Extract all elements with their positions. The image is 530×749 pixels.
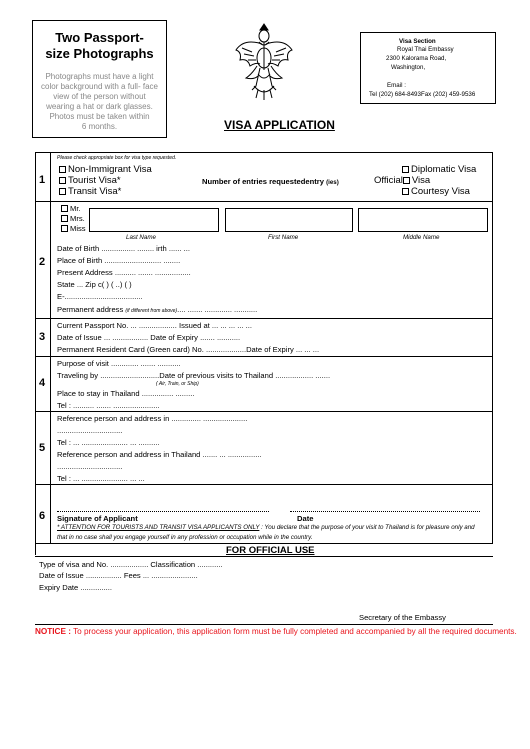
attention-text: : You declare that the purpose of your visit to Thailand is for pleasure only and (259, 524, 475, 531)
photo-title-line2: size Photographs (45, 46, 154, 61)
photo-note-6: 6 months. (81, 122, 118, 131)
section5-number: 5 (39, 442, 46, 454)
visa-section-phone: Tel (202) 684-8493Fax (202) 459-9536 (369, 91, 476, 98)
title-miss[interactable] (61, 225, 86, 233)
official-secretary: Secretary of the Embassy (359, 613, 446, 622)
official-expiry: Expiry Date ............... (39, 583, 113, 592)
permanent-address-field[interactable] (57, 306, 257, 314)
form-title: VISA APPLICATION (224, 118, 335, 132)
option-tourist[interactable] (59, 176, 121, 186)
official-visa-type: Type of visa and No. .................. Classification ............ (39, 560, 223, 569)
title-mr-label: Mr. (70, 204, 81, 213)
date-of-birth-field[interactable]: Date of Birth ................ ........ irth ...... ... (57, 244, 190, 253)
section1-bottom (35, 201, 493, 202)
permanent-address-hint: (if different from above) (125, 308, 178, 314)
state-zip-field[interactable]: State ... Zip c( ) ( ..) ( ) (57, 280, 132, 289)
photo-note-2: color background with a full- face (41, 82, 158, 91)
attention-line1 (57, 525, 475, 531)
place-to-stay-field[interactable]: Place to stay in Thailand ............... ......... (57, 389, 195, 398)
middle-name-field[interactable] (358, 208, 488, 232)
option-courtesy[interactable] (402, 187, 470, 197)
checkbox-mr[interactable] (61, 205, 68, 212)
option-transit[interactable] (59, 187, 121, 197)
purpose-field[interactable]: Purpose of visit ............. ....... ........... (57, 359, 181, 368)
permanent-address-dots: .... ....... ............. ........... (177, 305, 258, 314)
section6-number: 6 (39, 510, 46, 522)
section1-instruction: Please check appropriate box for visa type requested. (57, 155, 177, 161)
notice-label: NOTICE : (35, 627, 71, 636)
signature-line (57, 511, 269, 512)
place-of-birth-field[interactable]: Place of Birth ........................... ........ (57, 256, 181, 265)
option-diplomatic-label: Diplomatic Visa (411, 164, 477, 175)
date-line (290, 511, 480, 512)
entries-suffix: (ies) (326, 179, 339, 186)
section5-bottom (35, 484, 493, 485)
thai-reference-field[interactable]: Reference person and address in Thailand ....... ... ................ (57, 450, 262, 459)
option-diplomatic[interactable] (402, 165, 476, 175)
form-left-border (35, 152, 36, 555)
photo-note-5: Photos must be taken within (49, 112, 150, 121)
official-bottom (35, 624, 493, 625)
visa-section-address2: Washington, (391, 64, 426, 71)
first-name-field[interactable] (225, 208, 353, 232)
last-name-field[interactable] (89, 208, 219, 232)
visa-section-title: Visa Section (399, 38, 436, 45)
present-address-field[interactable]: Present Address .......... ....... ................. (57, 268, 191, 277)
last-name-label: Last Name (126, 234, 156, 241)
date-label: Date (297, 514, 314, 523)
photo-note-3: view of the person without (53, 92, 146, 101)
official-use-divider (35, 556, 493, 557)
official-prefix: Official (374, 175, 403, 186)
notice (35, 628, 517, 636)
title-mr[interactable] (61, 205, 81, 213)
checkbox-transit[interactable] (59, 188, 66, 195)
section3-number: 3 (39, 331, 46, 343)
photo-note-4: wearing a hat or dark glasses. (46, 102, 153, 111)
title-miss-label: Miss (70, 224, 86, 233)
section4-bottom (35, 411, 493, 412)
section4-number: 4 (39, 377, 46, 389)
option-non-immigrant-label: Non-Immigrant Visa (68, 164, 152, 175)
option-courtesy-label: Courtesy Visa (411, 186, 470, 197)
passport-dates-field[interactable]: Date of Issue ... ................. Date of Expiry ....... ........... (57, 333, 241, 342)
checkbox-non-immigrant[interactable] (59, 166, 66, 173)
checkbox-official[interactable] (403, 177, 410, 184)
reference-tel-field[interactable]: Tel : ... ...................... ... .......... (57, 438, 160, 447)
garuda-emblem-icon (232, 20, 296, 102)
visa-section-org: Royal Thai Embassy (397, 46, 454, 53)
section1-number: 1 (39, 174, 46, 186)
thai-reference-field-cont[interactable]: ............................... (57, 462, 123, 471)
entries-label-text: Number of entries requestedentry (202, 177, 324, 186)
stay-tel-field[interactable]: Tel : .......... ....... ...................... (57, 401, 160, 410)
green-card-field[interactable]: Permanent Resident Card (Green card) No. ...................Date of Expiry ... ... ... (57, 345, 320, 354)
title-mrs-label: Mrs. (70, 214, 85, 223)
visa-section-box (360, 32, 496, 104)
checkbox-mrs[interactable] (61, 215, 68, 222)
email-field[interactable]: E-..................................... (57, 292, 143, 301)
option-official-label: Visa (411, 175, 431, 186)
photo-title-line1: Two Passport- (55, 30, 144, 45)
title-mrs[interactable] (61, 215, 85, 223)
option-non-immigrant[interactable] (59, 165, 152, 175)
permanent-address-label: Permanent address (57, 305, 124, 314)
entries-label (202, 178, 339, 186)
passport-field[interactable]: Current Passport No. ... .................. Issued at ... ... ... ... ... (57, 321, 252, 330)
visa-section-address1: 2300 Kalorama Road, (386, 55, 447, 62)
section3-bottom (35, 356, 493, 357)
photo-box (32, 20, 167, 138)
section2-bottom (35, 318, 493, 319)
option-official[interactable] (374, 176, 430, 186)
checkbox-courtesy[interactable] (402, 188, 409, 195)
attention-title: * ATTENTION FOR TOURISTS AND TRANSIT VISA APPLICANTS ONLY (57, 524, 260, 531)
notice-text: To process your application, this application form must be fully completed and accompanied by all the required documents. (70, 627, 517, 636)
traveling-field[interactable]: Traveling by ............................Date of previous visits to Thailand .................. ....... (57, 371, 331, 380)
section2-number: 2 (39, 256, 46, 268)
option-tourist-label: Tourist Visa* (68, 175, 121, 186)
reference-field[interactable]: Reference person and address in .............. ..................... (57, 414, 248, 423)
photo-note-1: Photographs must have a light (45, 72, 154, 81)
section6-bottom (35, 543, 493, 544)
first-name-label: First Name (268, 234, 299, 241)
reference-field-cont[interactable]: ............................... (57, 426, 123, 435)
form-top-border (35, 152, 493, 153)
checkbox-tourist[interactable] (59, 177, 66, 184)
thai-reference-tel-field[interactable]: Tel : ... ...................... ... ... (57, 474, 145, 483)
checkbox-diplomatic[interactable] (402, 166, 409, 173)
travel-hint: ( Air, Train, or Ship) (156, 381, 199, 387)
signature-label: Signature of Applicant (57, 514, 138, 523)
middle-name-label: Middle Name (403, 234, 440, 241)
official-use-heading: FOR OFFICIAL USE (226, 545, 315, 556)
option-transit-label: Transit Visa* (68, 186, 122, 197)
visa-section-email: Email : (387, 82, 406, 89)
official-date-fees: Date of Issue ................. Fees ... ...................... (39, 571, 198, 580)
attention-line2: that in no case shall you engage yourself in any profession or occupation while in the country. (57, 534, 313, 541)
checkbox-miss[interactable] (61, 225, 68, 232)
